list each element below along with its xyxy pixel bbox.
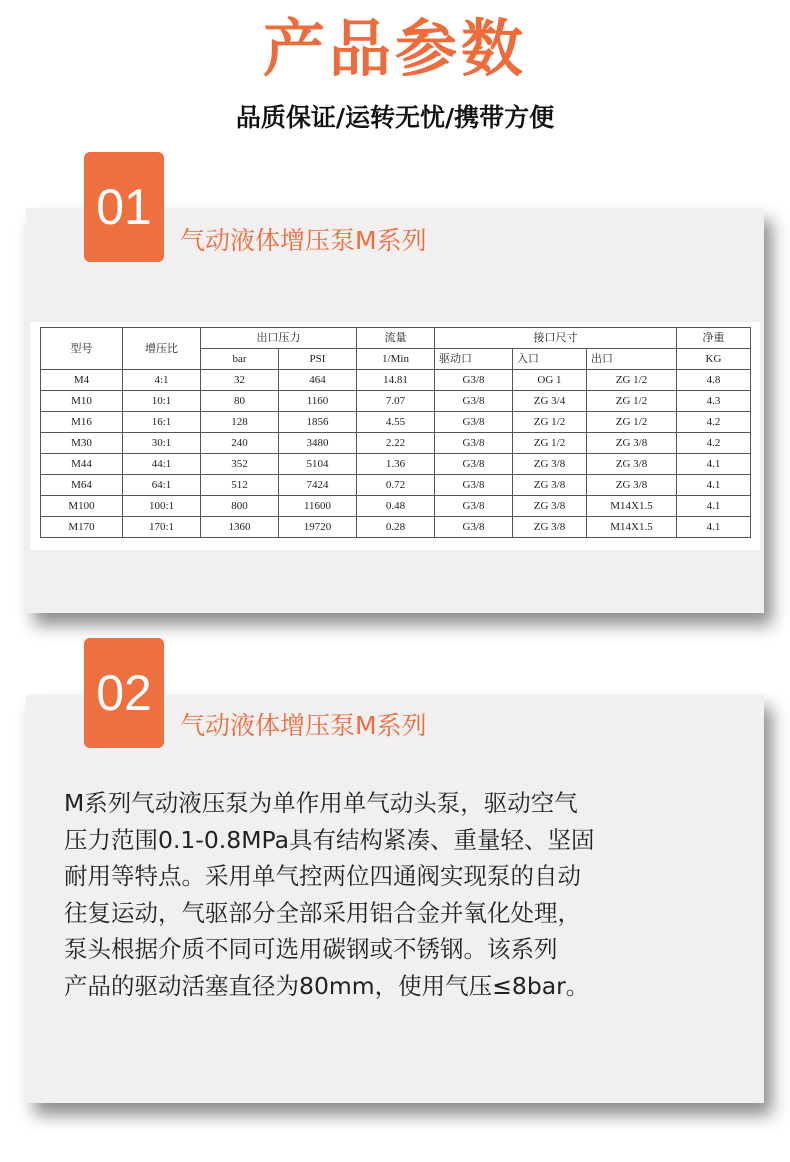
header-pressure-bar: bar xyxy=(201,349,279,370)
table-cell: 4:1 xyxy=(123,370,201,391)
table-cell: ZG 1/2 xyxy=(587,412,677,433)
table-cell: 800 xyxy=(201,496,279,517)
header-flow: 流量 xyxy=(357,328,435,349)
section-title-2: 气动液体增压泵M系列 xyxy=(180,711,427,740)
table-cell: 1160 xyxy=(279,391,357,412)
table-cell: ZG 1/2 xyxy=(513,433,587,454)
section-number-badge-1: 01 xyxy=(84,152,164,262)
page-title: 产品参数 xyxy=(262,12,527,85)
table-cell: G3/8 xyxy=(435,475,513,496)
table-cell: G3/8 xyxy=(435,517,513,538)
table-cell: M10 xyxy=(41,391,123,412)
table-cell: 2.22 xyxy=(357,433,435,454)
section-number-badge-2: 02 xyxy=(84,638,164,748)
table-cell: 7.07 xyxy=(357,391,435,412)
table-cell: G3/8 xyxy=(435,370,513,391)
table-cell: ZG 1/2 xyxy=(587,370,677,391)
table-cell: M44 xyxy=(41,454,123,475)
table-cell: 4.3 xyxy=(677,391,751,412)
table-row xyxy=(41,454,751,475)
table-cell: 7424 xyxy=(279,475,357,496)
table-cell: 0.72 xyxy=(357,475,435,496)
table-cell: ZG 3/8 xyxy=(513,517,587,538)
table-cell: 11600 xyxy=(279,496,357,517)
table-cell: 4.1 xyxy=(677,496,751,517)
table-row xyxy=(41,517,751,538)
table-cell: 4.8 xyxy=(677,370,751,391)
header-weight-unit: KG xyxy=(677,349,751,370)
table-cell: 4.1 xyxy=(677,454,751,475)
table-cell: 4.1 xyxy=(677,517,751,538)
table-cell: 64:1 xyxy=(123,475,201,496)
table-cell: ZG 3/4 xyxy=(513,391,587,412)
table-cell: M14X1.5 xyxy=(587,517,677,538)
table-cell: M16 xyxy=(41,412,123,433)
product-description: M系列气动液压泵为单作用单气动头泵，驱动空气 压力范围0.1-0.8MPa具有结构紧凑、重量轻、坚固 耐用等特点。采用单气控两位四通阀实现泵的自动 往复运动，气驱部分全部采用铝合金并氧化处理， 泵头根据介质不同可选用碳钢或不锈钢。该系列 产品的驱动活塞直径为80mm，使用气压≤8bar。 xyxy=(64,789,595,1000)
header-model: 型号 xyxy=(41,328,123,370)
spec-table xyxy=(40,327,751,538)
table-row xyxy=(41,475,751,496)
table-cell: 10:1 xyxy=(123,391,201,412)
table-cell: ZG 3/8 xyxy=(587,433,677,454)
table-cell: 14.81 xyxy=(357,370,435,391)
header-pressure-psi: PSI xyxy=(279,349,357,370)
section-title-1: 气动液体增压泵M系列 xyxy=(180,226,427,255)
table-cell: ZG 3/8 xyxy=(513,496,587,517)
table-cell: 0.28 xyxy=(357,517,435,538)
header-port-in: 入口 xyxy=(513,349,587,370)
header-ports: 接口尺寸 xyxy=(435,328,677,349)
header-port-drive: 驱动口 xyxy=(435,349,513,370)
table-cell: OG 1 xyxy=(513,370,587,391)
table-cell: 4.55 xyxy=(357,412,435,433)
table-cell: 512 xyxy=(201,475,279,496)
table-cell: 1.36 xyxy=(357,454,435,475)
table-cell: M100 xyxy=(41,496,123,517)
table-cell: 352 xyxy=(201,454,279,475)
table-cell: 240 xyxy=(201,433,279,454)
table-cell: 0.48 xyxy=(357,496,435,517)
table-cell: M170 xyxy=(41,517,123,538)
table-cell: ZG 3/8 xyxy=(513,454,587,475)
table-cell: 464 xyxy=(279,370,357,391)
table-cell: 1360 xyxy=(201,517,279,538)
table-cell: 4.1 xyxy=(677,475,751,496)
table-cell: 4.2 xyxy=(677,412,751,433)
table-cell: 32 xyxy=(201,370,279,391)
table-cell: 3480 xyxy=(279,433,357,454)
table-cell: G3/8 xyxy=(435,433,513,454)
spec-table-panel xyxy=(30,322,760,550)
table-cell: G3/8 xyxy=(435,496,513,517)
header-flow-unit: 1/Min xyxy=(357,349,435,370)
table-cell: ZG 1/2 xyxy=(587,391,677,412)
table-cell: 1856 xyxy=(279,412,357,433)
header-ratio: 增压比 xyxy=(123,328,201,370)
table-cell: 80 xyxy=(201,391,279,412)
table-cell: ZG 1/2 xyxy=(513,412,587,433)
table-cell: 128 xyxy=(201,412,279,433)
table-row xyxy=(41,391,751,412)
table-cell: 100:1 xyxy=(123,496,201,517)
table-row xyxy=(41,496,751,517)
table-cell: 5104 xyxy=(279,454,357,475)
table-row xyxy=(41,370,751,391)
header-port-out: 出口 xyxy=(587,349,677,370)
table-cell: 19720 xyxy=(279,517,357,538)
table-row xyxy=(41,412,751,433)
table-cell: M14X1.5 xyxy=(587,496,677,517)
table-cell: M64 xyxy=(41,475,123,496)
table-cell: ZG 3/8 xyxy=(587,454,677,475)
table-cell: M4 xyxy=(41,370,123,391)
table-cell: G3/8 xyxy=(435,412,513,433)
table-cell: G3/8 xyxy=(435,454,513,475)
header-pressure: 出口压力 xyxy=(201,328,357,349)
table-cell: M30 xyxy=(41,433,123,454)
table-cell: 30:1 xyxy=(123,433,201,454)
table-row xyxy=(41,433,751,454)
table-cell: G3/8 xyxy=(435,391,513,412)
page-subtitle: 品质保证/运转无忧/携带方便 xyxy=(235,103,555,132)
table-cell: 4.2 xyxy=(677,433,751,454)
spec-table-body xyxy=(41,370,751,538)
table-cell: ZG 3/8 xyxy=(587,475,677,496)
table-cell: ZG 3/8 xyxy=(513,475,587,496)
table-cell: 44:1 xyxy=(123,454,201,475)
header-weight: 净重 xyxy=(677,328,751,349)
table-cell: 170:1 xyxy=(123,517,201,538)
table-cell: 16:1 xyxy=(123,412,201,433)
